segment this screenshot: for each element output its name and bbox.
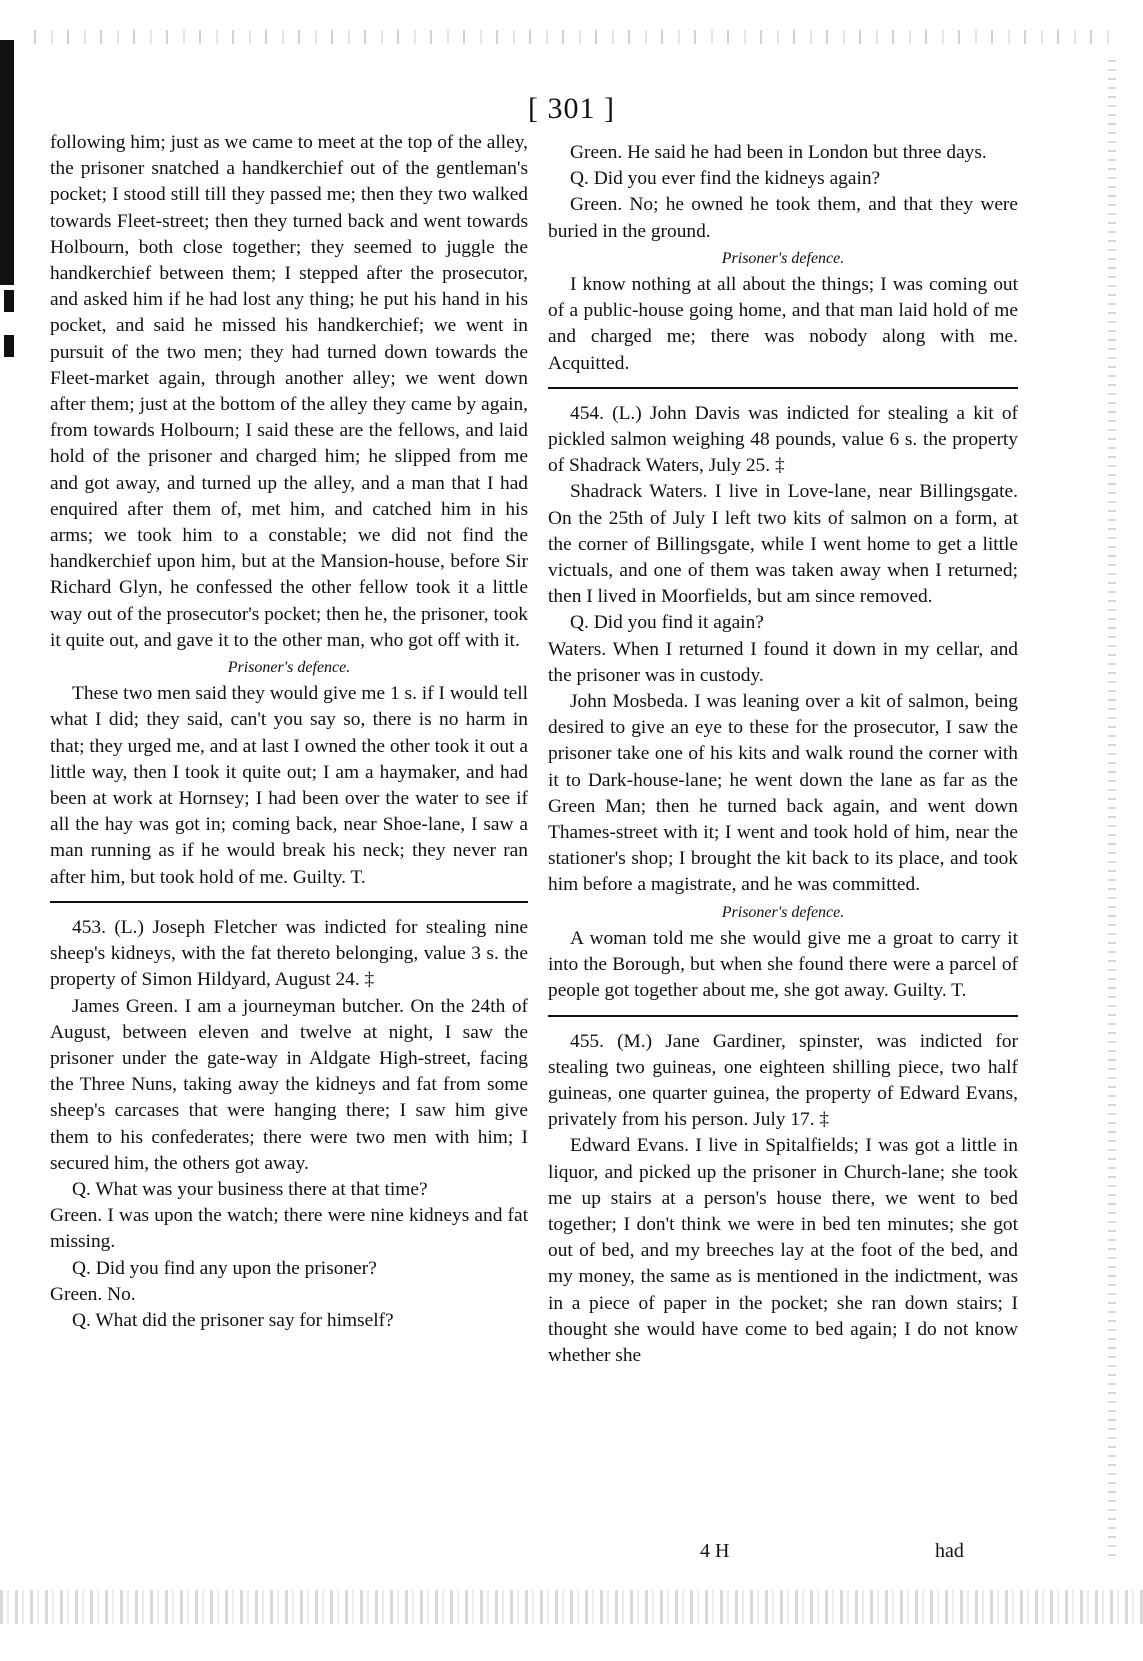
question-line: Q. What did the prisoner say for himself? bbox=[72, 1309, 394, 1331]
defence-paragraph: A woman told me she would give me a groat to carry it into the Borough, but when she found there were a parcel of people got together about me, she got away. Guilty. T. bbox=[548, 927, 1018, 1002]
question-line: Q. Did you find it again? bbox=[570, 612, 764, 634]
defence-paragraph: I know nothing at all about the things; I was coming out of a public-house going home, and that man laid hold of me and charged me; there was nobody along with me. Acquitted. bbox=[548, 274, 1018, 374]
answer-line: Waters. When I returned I found it down in my cellar, and the prisoner was in custody. bbox=[548, 638, 1018, 686]
section-heading: Prisoner's defence. bbox=[721, 903, 845, 921]
section-rule bbox=[548, 1015, 1018, 1017]
testimony-paragraph: following him; just as we came to meet at the top of the alley, the prisoner snatched a handkerchief out of the gentleman's pocket; I stood still till they passed me; then they two walked towards Fleet-street; then they turned back and went towards Holbourn, both close together; they seemed to juggle the handkerchief between them; I stepped after the prosecutor, and asked him if he had lost any thing; he put his hand in his pocket, and said he missed his handkerchief; we went in pursuit of the two men; they had turned down towards the Fleet-market again, through another alley; we went down after them; just at the bottom of the alley they came by again, from towards Holbourn; I said these are the fellows, and laid hold of the prisoner and charged him; he slipped from me and got away, and turned up the alley, and a man that I had enquired after them of, met him, and catched him in his arms; we took him to a constable; we did not find the handkerchief upon him, but at the Mansion-house, before Sir Richard Glyn, he confessed the other fellow took it a little way out of the prosecutor's pocket; then he, the prisoner, took it quite out, and gave it to the other man, who got off with it. bbox=[50, 132, 528, 651]
answer-line: Green. No; he owned he took them, and that they were buried in the ground. bbox=[548, 194, 1018, 242]
scan-noise-top bbox=[20, 30, 1120, 44]
left-column bbox=[50, 130, 528, 1334]
testimony-paragraph: Edward Evans. I live in Spitalfields; I was got a little in liquor, and picked up the prisoner in Church-lane; she took me up stairs at a person's house there, we went to bed together; I don't think we were in bed ten minutes; she got out of bed, and my breeches lay at the foot of the bed, and my money, the same as is mentioned in the indictment, was in a piece of paper in the pocket; she ran down stairs; I thought she would have come to bed again; I do not know whether she bbox=[548, 1135, 1018, 1366]
scan-noise-right bbox=[1108, 60, 1116, 1560]
section-heading: Prisoner's defence. bbox=[227, 659, 351, 677]
case-heading: 453. (L.) Joseph Fletcher was indicted for stealing nine sheep's kidneys, with the fat thereto belonging, value 3 s. the property of Simon Hildyard, August 24. ‡ bbox=[50, 916, 528, 991]
question-line: Q. Did you find any upon the prisoner? bbox=[72, 1257, 377, 1279]
question-line: Q. What was your business there at that time? bbox=[72, 1178, 428, 1200]
answer-line: Green. He said he had been in London but three days. bbox=[570, 142, 987, 163]
signature-mark: 4 H bbox=[700, 1540, 730, 1562]
testimony-paragraph: John Mosbeda. I was leaning over a kit of salmon, being desired to give an eye to these for the prosecutor, I saw the prisoner take one of his kits and walk round the corner with it to Dark-house-lane; he went down the lane as far as the Green Man; then he turned back again, and went down Thames-street with it; I went and took hold of him, near the stationer's shop; I brought the kit back to its place, and took him before a magistrate, and he was committed. bbox=[548, 691, 1018, 896]
catchword: had bbox=[935, 1540, 964, 1562]
page-number: [ 301 ] bbox=[528, 92, 615, 125]
scan-mark bbox=[4, 290, 14, 312]
section-heading: Prisoner's defence. bbox=[721, 249, 845, 267]
scan-noise-bottom bbox=[0, 1590, 1143, 1624]
scan-mark bbox=[4, 335, 14, 357]
section-rule bbox=[548, 387, 1018, 389]
answer-line: Green. I was upon the watch; there were nine kidneys and fat missing. bbox=[50, 1205, 528, 1253]
defence-paragraph: These two men said they would give me 1 s. if I would tell what I did; they said, can't you say so, there is no harm in that; they urged me, and at last I owned the other took it out a little way, then I took it quite out; I am a haymaker, and had been at work at Hornsey; I had been over the water to see if all the hay was got in; coming back, near Shoe-lane, I saw a man running as if he would break his neck; they never ran after him, but took hold of me. Guilty. T. bbox=[50, 683, 528, 888]
right-column bbox=[548, 140, 1018, 1369]
case-heading: 455. (M.) Jane Gardiner, spinster, was indicted for stealing two guineas, one eighteen shilling piece, two half guineas, one quarter guinea, the property of Edward Evans, privately from his person. July 17. ‡ bbox=[548, 1030, 1018, 1131]
testimony-paragraph: James Green. I am a journeyman butcher. On the 24th of August, between eleven and twelve at night, I saw the prisoner under the gate-way in Aldgate High-street, facing the Three Nuns, taking away the kidneys and fat from some sheep's carcases that were hanging there; I saw him give them to his confederates; there were two men with him; I secured him, the others got away. bbox=[50, 995, 528, 1174]
scan-border-left bbox=[0, 40, 14, 285]
section-rule bbox=[50, 901, 528, 903]
case-heading: 454. (L.) John Davis was indicted for stealing a kit of pickled salmon weighing 48 pounds, value 6 s. the property of Shadrack Waters, July 25. ‡ bbox=[548, 402, 1018, 477]
testimony-paragraph: Shadrack Waters. I live in Love-lane, near Billingsgate. On the 25th of July I left two kits of salmon on a form, at the corner of Billingsgate, while I went home to get a little victuals, and one of them was taken away when I returned; then I lived in Moorfields, but am since removed. bbox=[548, 481, 1018, 608]
answer-line: Green. No. bbox=[50, 1283, 136, 1305]
question-line: Q. Did you ever find the kidneys again? bbox=[570, 168, 881, 190]
